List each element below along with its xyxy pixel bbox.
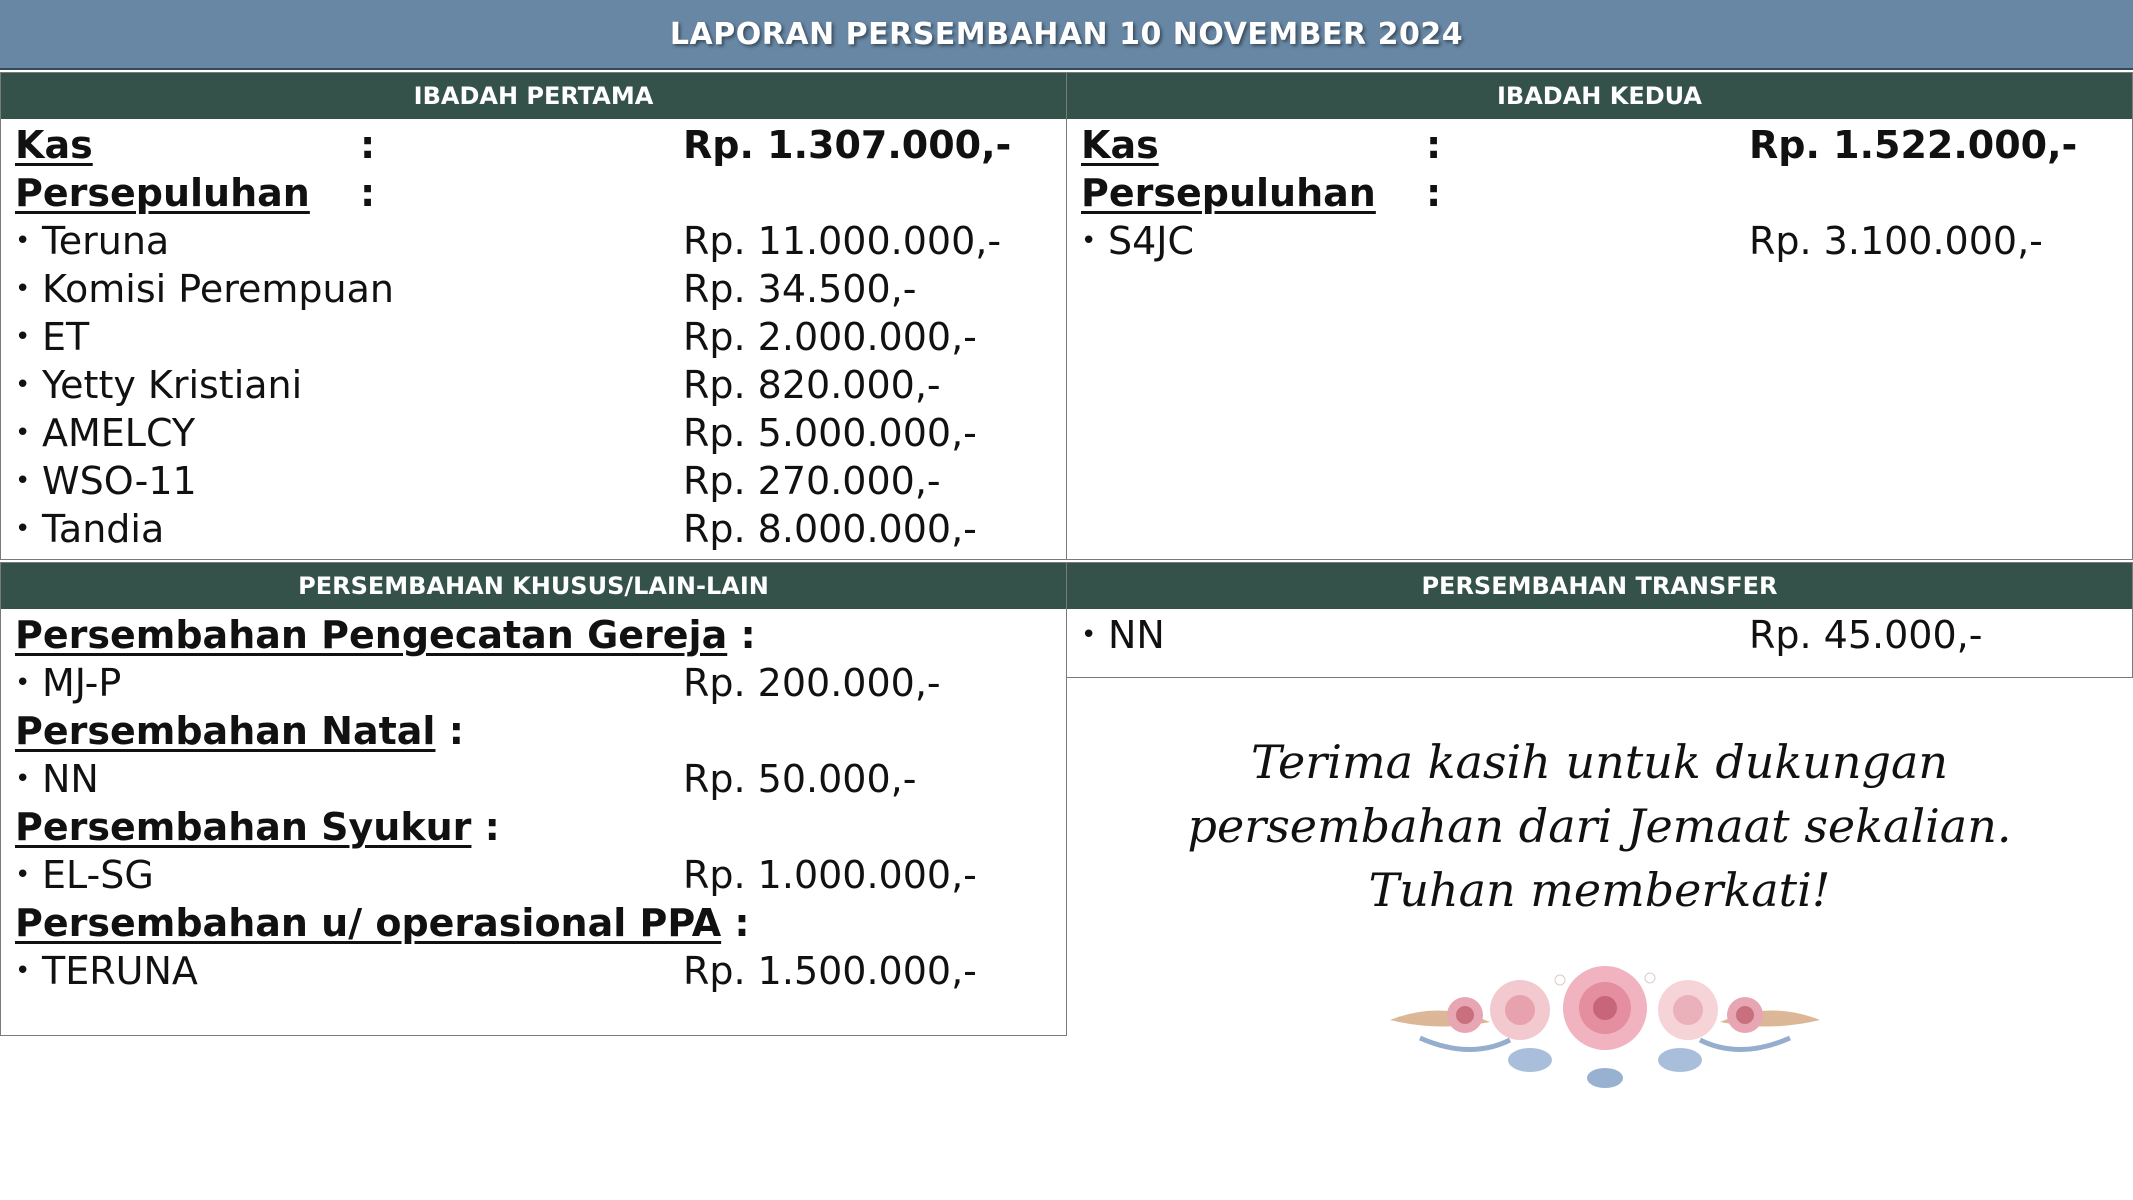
item-name: MJ-P [42,661,122,705]
item-amount: Rp. 8.000.000,- [683,507,977,551]
panel-header-ibadah-pertama: IBADAH PERTAMA [1,73,1066,119]
item-name: TERUNA [42,949,198,993]
thanks-line-3: Tuhan memberkati! [1368,863,1831,917]
section-colon: : [740,613,756,657]
panel-persembahan-khusus [0,562,1067,1036]
section-title: Persembahan Natal [15,709,436,753]
item-amount: Rp. 3.100.000,- [1749,219,2043,263]
bullet-icon: • [15,956,31,986]
panel-ibadah-pertama [0,72,1067,560]
bullet-icon: • [15,370,31,400]
item-name: AMELCY [42,411,196,455]
item-amount: Rp. 1.000.000,- [683,853,977,897]
persepuluhan-label: Persepuluhan [15,171,310,215]
item-amount: Rp. 270.000,- [683,459,941,503]
panel-ibadah-kedua [1066,72,2133,560]
item-amount: Rp. 11.000.000,- [683,219,1002,263]
list-item [15,361,1066,409]
panel-header-ibadah-kedua: IBADAH KEDUA [1067,73,2132,119]
item-name: ET [42,315,90,359]
item-amount: Rp. 5.000.000,- [683,411,977,455]
bullet-icon: • [1081,226,1097,256]
kas-label: Kas [1081,123,1159,167]
item-name: NN [1108,613,1165,657]
kas-label: Kas [15,123,93,167]
section-title: Persembahan Pengecatan Gereja [15,613,728,657]
persepuluhan-colon: : [360,171,376,215]
panel-header-khusus: PERSEMBAHAN KHUSUS/LAIN-LAIN [1,563,1066,609]
page-title: LAPORAN PERSEMBAHAN 10 NOVEMBER 2024 [0,0,2133,70]
panel-header-transfer: PERSEMBAHAN TRANSFER [1067,563,2132,609]
list-item [15,947,1066,995]
thanks-line-1: Terima kasih untuk dukungan [1250,735,1949,789]
item-name: Teruna [42,219,170,263]
item-amount: Rp. 50.000,- [683,757,917,801]
item-amount: Rp. 1.500.000,- [683,949,977,993]
item-name: WSO-11 [42,459,197,503]
list-item [1081,611,2132,659]
item-amount: Rp. 34.500,- [683,267,917,311]
list-item [15,755,1066,803]
thank-you-message [1066,730,2133,922]
kas-colon: : [1426,123,1442,167]
bullet-icon: • [1081,620,1097,650]
section-title: Persembahan u/ operasional PPA [15,901,722,945]
item-amount: Rp. 200.000,- [683,661,941,705]
item-name: Komisi Perempuan [42,267,394,311]
item-amount: Rp. 45.000,- [1749,613,1983,657]
item-name: Yetty Kristiani [42,363,303,407]
bullet-icon: • [15,466,31,496]
section-title-row [15,707,1066,755]
item-amount: Rp. 820.000,- [683,363,941,407]
persepuluhan-row [15,169,1066,217]
section-colon: : [448,709,464,753]
list-item [15,505,1066,553]
persepuluhan-label: Persepuluhan [1081,171,1376,215]
item-name: NN [42,757,99,801]
panel-persembahan-transfer [1066,562,2133,678]
item-name: EL-SG [42,853,154,897]
item-amount: Rp. 2.000.000,- [683,315,977,359]
kas-colon: : [360,123,376,167]
item-name: Tandia [42,507,165,551]
bullet-icon: • [15,764,31,794]
bullet-icon: • [15,274,31,304]
section-title-row [15,611,1066,659]
kas-row [1081,121,2132,169]
section-title: Persembahan Syukur [15,805,472,849]
list-item [15,659,1066,707]
thanks-line-2: persembahan dari Jemaat sekalian. [1187,799,2012,853]
kas-amount: Rp. 1.307.000,- [683,123,1012,167]
section-title-row [15,899,1066,947]
floral-decoration-icon [1380,960,1830,1090]
list-item [15,313,1066,361]
persepuluhan-row [1081,169,2132,217]
section-title-row [15,803,1066,851]
kas-row [15,121,1066,169]
bullet-icon: • [15,418,31,448]
bullet-icon: • [15,322,31,352]
bullet-icon: • [15,668,31,698]
bullet-icon: • [15,514,31,544]
bullet-icon: • [15,860,31,890]
persepuluhan-colon: : [1426,171,1442,215]
list-item [1081,217,2132,265]
section-colon: : [734,901,750,945]
list-item [15,265,1066,313]
list-item [15,457,1066,505]
bullet-icon: • [15,226,31,256]
section-colon: : [484,805,500,849]
kas-amount: Rp. 1.522.000,- [1749,123,2078,167]
item-name: S4JC [1108,219,1195,263]
list-item [15,217,1066,265]
list-item [15,409,1066,457]
list-item [15,851,1066,899]
